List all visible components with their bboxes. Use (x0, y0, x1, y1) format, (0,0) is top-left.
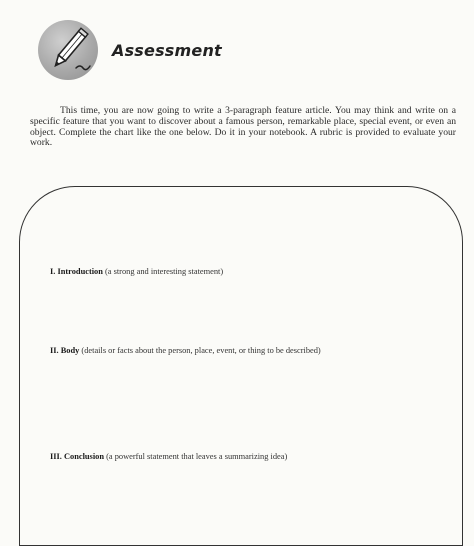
section-description: (details or facts about the person, place, event, or thing to be described) (81, 346, 321, 355)
section-description: (a strong and interesting statement) (105, 267, 224, 276)
section-description: (a powerful statement that leaves a summarizing idea) (106, 452, 288, 461)
page-title: Assessment (112, 40, 222, 60)
assessment-header (38, 20, 222, 80)
section-heading: I. Introduction (50, 267, 103, 276)
chart-section-introduction (50, 267, 436, 277)
chart-section-conclusion (50, 452, 436, 462)
feature-article-chart (19, 186, 463, 546)
section-heading: II. Body (50, 346, 80, 355)
section-heading: III. Conclusion (50, 452, 104, 461)
instructions-paragraph: This time, you are now going to write a 3-paragraph feature article. You may think and write on a specific feature that you want to discover about a famous person, remarkable place, special event, or even an object. Complete the chart like the one below. Do it in your notebook. A rubric is provided to evaluate your work. (30, 105, 456, 149)
chart-section-body (50, 346, 436, 356)
pencil-icon (38, 20, 98, 80)
